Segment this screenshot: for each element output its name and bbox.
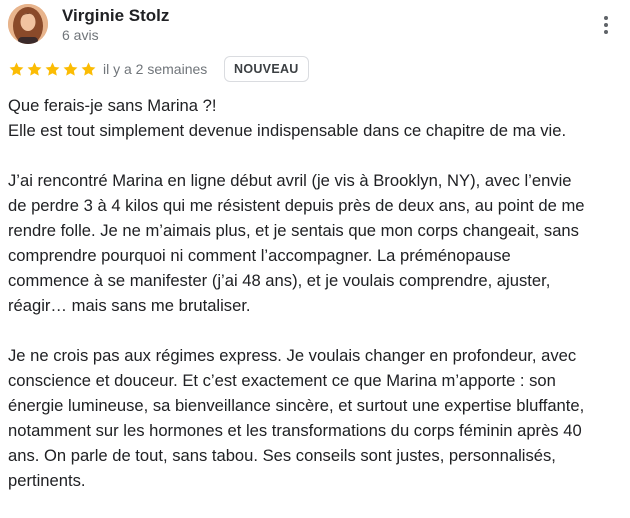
star-icon: [26, 61, 43, 78]
reviewer-name[interactable]: Virginie Stolz: [62, 6, 170, 25]
new-badge: NOUVEAU: [224, 56, 309, 82]
review-line: Elle est tout simplement devenue indispensable dans ce chapitre de ma vie.: [8, 121, 567, 140]
avatar[interactable]: [8, 4, 48, 44]
review-date: il y a 2 semaines: [103, 61, 208, 77]
review-line: conscience et douceur. Et c’est exactement ce que Marina m’apporte : son: [8, 371, 556, 390]
review-line: Je ne crois pas aux régimes express. Je voulais changer en profondeur, avec: [8, 346, 577, 365]
review-line: pertinents.: [8, 471, 86, 490]
star-rating: [8, 61, 97, 78]
more-dot: [604, 16, 608, 20]
review-line: Que ferais-je sans Marina ?!: [8, 96, 217, 115]
avatar-image: [8, 4, 48, 44]
review-line: ans. On parle de tout, sans tabou. Ses conseils sont justes, personnalisés,: [8, 446, 556, 465]
review-line: de perdre 3 à 4 kilos qui me résistent depuis près de deux ans, au point de me: [8, 196, 585, 215]
review-line: J’ai rencontré Marina en ligne début avril (je vis à Brooklyn, NY), avec l’envie: [8, 171, 572, 190]
review-line: rendre folle. Je ne m’aimais plus, et je sentais que mon corps changeait, sans: [8, 221, 579, 240]
star-icon: [8, 61, 25, 78]
star-icon: [80, 61, 97, 78]
more-dot: [604, 30, 608, 34]
review-paragraph: [8, 93, 622, 143]
review-line: réagir… mais sans me brutaliser.: [8, 296, 251, 315]
more-vert-icon[interactable]: [594, 10, 618, 40]
star-icon: [62, 61, 79, 78]
review-line: comprendre pourquoi ni comment l’accompagner. La préménopause: [8, 246, 511, 265]
review-line: énergie lumineuse, sa bienveillance sincère, et surtout une expertise bluffante,: [8, 396, 585, 415]
review-line: commence à se manifester (j’ai 48 ans), et je voulais comprendre, ajuster,: [8, 271, 551, 290]
reviewer-review-count: 6 avis: [62, 27, 99, 43]
review-paragraph: [8, 343, 622, 493]
review-text: [8, 93, 622, 518]
more-dot: [604, 23, 608, 27]
star-icon: [44, 61, 61, 78]
review-line: notamment sur les hormones et les transformations du corps féminin après 40: [8, 421, 582, 440]
review-paragraph: [8, 168, 622, 318]
